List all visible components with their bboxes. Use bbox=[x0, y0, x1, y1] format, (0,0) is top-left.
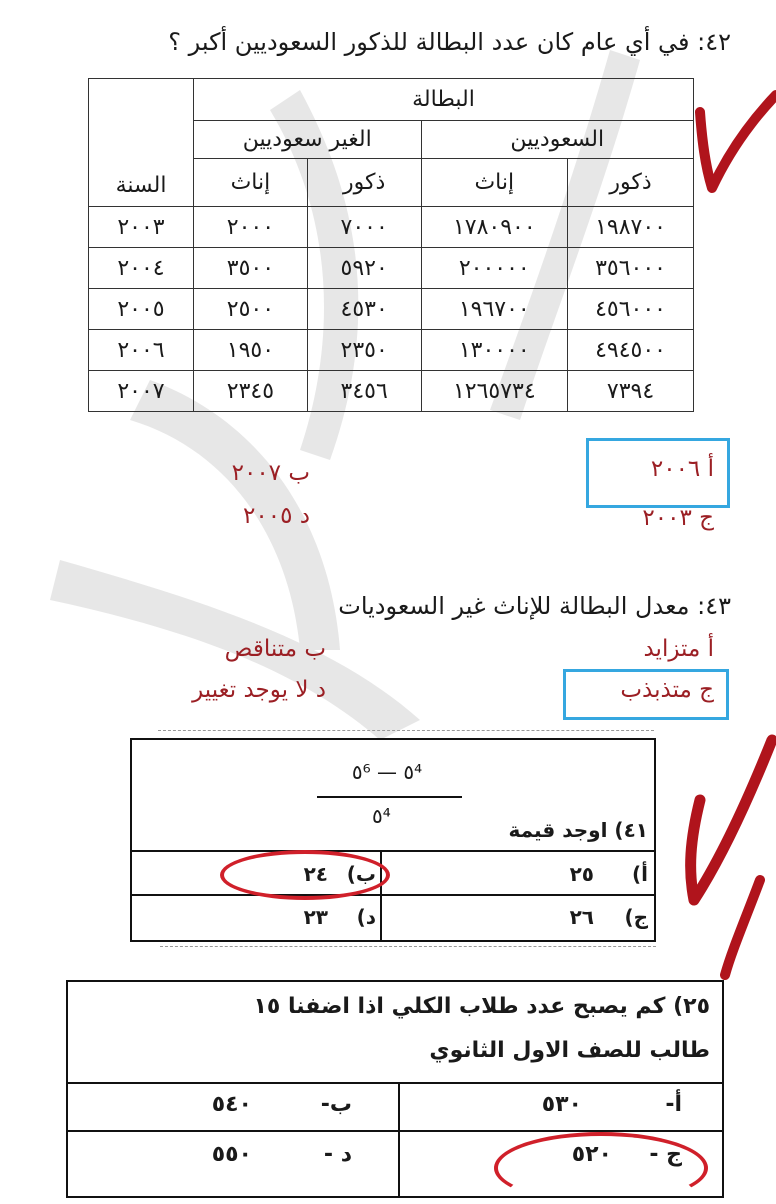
cell-non-saudi-female: ٢٥٠٠ bbox=[194, 289, 308, 330]
q25-option-a-value: ٥٣٠ bbox=[541, 1092, 582, 1117]
q42-option-d: د ٢٠٠٥ bbox=[243, 503, 310, 529]
cell-non-saudi-female: ٢٠٠٠ bbox=[194, 207, 308, 248]
q25-option-d-value: ٥٥٠ bbox=[211, 1142, 252, 1167]
group-non-saudi: الغير سعوديين bbox=[194, 121, 422, 159]
q41-option-c-letter: ج) bbox=[624, 905, 648, 929]
q41-option-a-value: ٢٥ bbox=[569, 862, 594, 886]
q41-option-b-value: ٢٤ bbox=[303, 862, 328, 886]
cell-non-saudi-female: ٢٣٤٥ bbox=[194, 371, 308, 412]
q42-title: ٤٢: في أي عام كان عدد البطالة للذكور السعوديين أكبر ؟ bbox=[168, 28, 731, 56]
q41-option-d-letter: د) bbox=[356, 905, 376, 929]
q25-option-c-value: ٥٢٠ bbox=[571, 1142, 612, 1167]
q43-option-b: ب متناقص bbox=[224, 636, 326, 662]
cell-saudi-female: ١٢٦٥٧٣٤ bbox=[421, 371, 568, 412]
q43-title: ٤٣: معدل البطالة للإناث غير السعوديات bbox=[338, 592, 731, 620]
col-year-header: السنة bbox=[89, 79, 194, 207]
fraction-numerator: ٥⁶ — ٥⁴ bbox=[351, 760, 423, 784]
q25-option-c-letter: ج - bbox=[649, 1142, 682, 1167]
q42-option-a: أ ٢٠٠٦ bbox=[650, 456, 714, 482]
cell-saudi-female: ١٣٠٠٠٠ bbox=[421, 330, 568, 371]
q41-option-c-value: ٢٦ bbox=[569, 905, 594, 929]
cell-saudi-male: ٧٣٩٤ bbox=[568, 371, 694, 412]
q41-option-d-value: ٢٣ bbox=[303, 905, 328, 929]
cell-saudi-male: ١٩٨٧٠٠ bbox=[568, 207, 694, 248]
cell-saudi-male: ٤٩٤٥٠٠ bbox=[568, 330, 694, 371]
cell-year: ٢٠٠٣ bbox=[89, 207, 194, 248]
q43-option-c: ج متذبذب bbox=[620, 677, 714, 703]
cell-non-saudi-male: ٢٣٥٠ bbox=[307, 330, 421, 371]
cell-non-saudi-female: ٣٥٠٠ bbox=[194, 248, 308, 289]
q25-option-a-letter: أ- bbox=[665, 1092, 682, 1117]
col-saudi-male: ذكور bbox=[568, 159, 694, 207]
table-header-main: البطالة bbox=[194, 79, 694, 121]
q25-option-d-letter: د - bbox=[323, 1142, 352, 1167]
cell-non-saudi-male: ٤٥٣٠ bbox=[307, 289, 421, 330]
cell-non-saudi-male: ٣٤٥٦ bbox=[307, 371, 421, 412]
q43-option-a: أ متزايد bbox=[643, 636, 714, 662]
cell-saudi-female: ١٧٨٠٩٠٠ bbox=[421, 207, 568, 248]
q41-option-b-letter: ب) bbox=[346, 862, 376, 886]
cell-non-saudi-female: ١٩٥٠ bbox=[194, 330, 308, 371]
q42-option-b: ب ٢٠٠٧ bbox=[231, 460, 310, 486]
check-mark-icon bbox=[700, 95, 776, 188]
q41-option-a-letter: أ) bbox=[632, 862, 648, 886]
check-mark-icon bbox=[725, 880, 760, 975]
cell-year: ٢٠٠٥ bbox=[89, 289, 194, 330]
cell-saudi-female: ١٩٦٧٠٠ bbox=[421, 289, 568, 330]
q25-line1: ٢٥) كم يصبح عدد طلاب الكلي اذا اضفنا ١٥ bbox=[253, 994, 710, 1019]
q25-line2: طالب للصف الاول الثانوي bbox=[429, 1038, 710, 1063]
q25-option-b-letter: ب- bbox=[320, 1092, 352, 1117]
q41-prompt: ٤١) اوجد قيمة bbox=[508, 818, 648, 842]
q43-option-d: د لا يوجد تغيير bbox=[192, 677, 326, 703]
cell-non-saudi-male: ٧٠٠٠ bbox=[307, 207, 421, 248]
q42-option-c: ج ٢٠٠٣ bbox=[642, 505, 714, 531]
q25-option-b-value: ٥٤٠ bbox=[211, 1092, 252, 1117]
cell-non-saudi-male: ٥٩٢٠ bbox=[307, 248, 421, 289]
cell-year: ٢٠٠٧ bbox=[89, 371, 194, 412]
cell-saudi-male: ٤٥٦٠٠٠ bbox=[568, 289, 694, 330]
col-non-saudi-male: ذكور bbox=[307, 159, 421, 207]
fraction-denominator: ٥⁴ bbox=[372, 804, 391, 828]
group-saudi: السعوديين bbox=[421, 121, 693, 159]
cell-year: ٢٠٠٦ bbox=[89, 330, 194, 371]
col-non-saudi-female: إناث bbox=[194, 159, 308, 207]
cell-saudi-male: ٣٥٦٠٠٠ bbox=[568, 248, 694, 289]
col-saudi-female: إناث bbox=[421, 159, 568, 207]
cell-year: ٢٠٠٤ bbox=[89, 248, 194, 289]
cell-saudi-female: ٢٠٠٠٠٠ bbox=[421, 248, 568, 289]
